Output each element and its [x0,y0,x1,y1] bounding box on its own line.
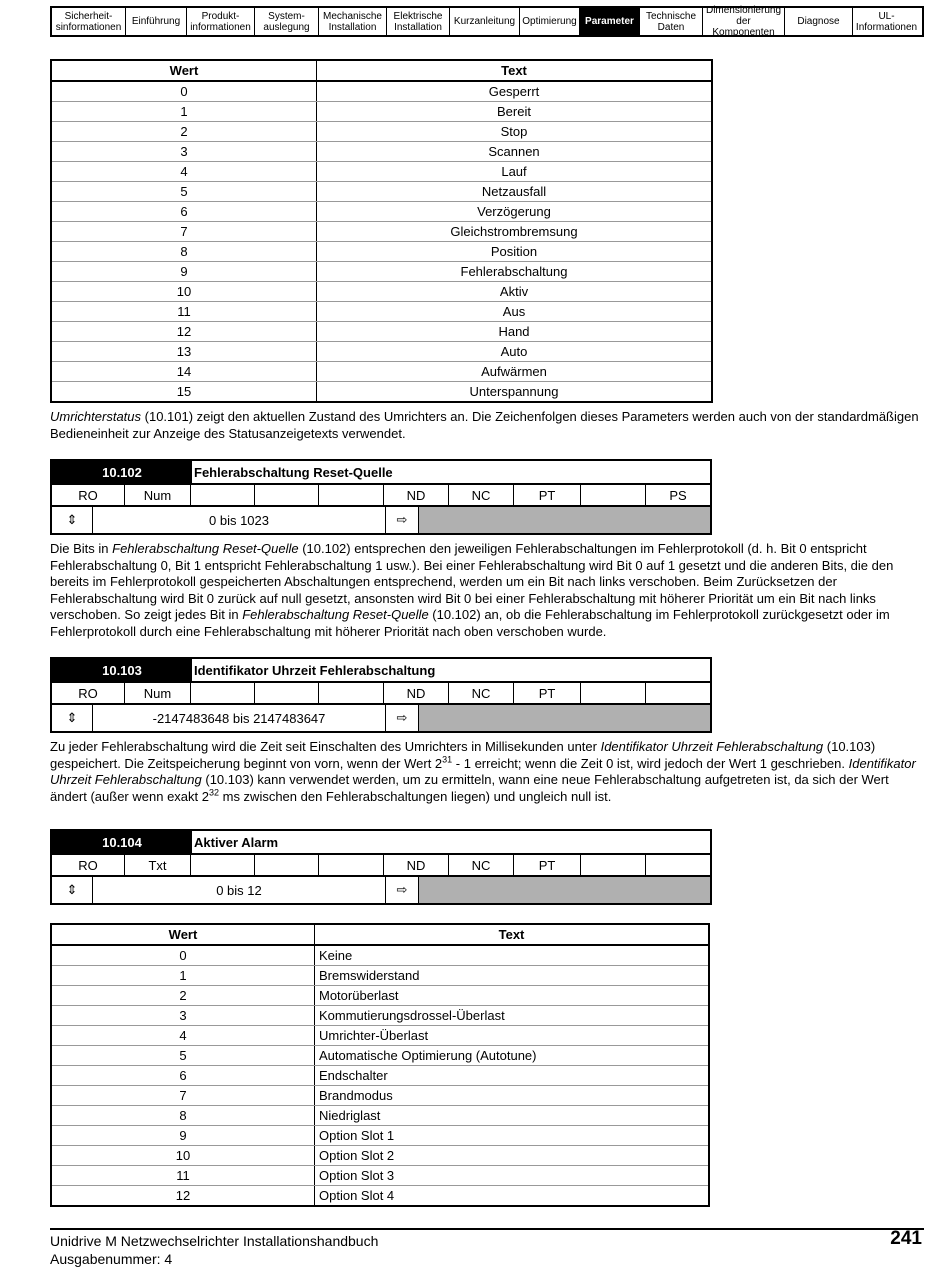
param-ref: Identifikator Uhrzeit Fehlerabschaltung [50,755,916,787]
chapter-navigation [50,6,924,37]
attribute-cell [646,855,710,875]
nav-tab-7[interactable]: Optimierung [520,8,580,35]
text-cell: Motorüberlast [315,986,710,1006]
value-cell: 15 [51,382,317,403]
parameter-block-10-102 [50,459,712,535]
text-cell: Netzausfall [317,182,713,202]
value-cell: 0 [51,945,315,966]
nav-tab-10[interactable]: Dimensionierung der Komponenten [703,8,785,35]
value-cell: 4 [51,162,317,182]
value-cell: 14 [51,362,317,382]
value-cell: 9 [51,1126,315,1146]
table-row [51,202,712,222]
text-cell: Position [317,242,713,262]
param-ref: Fehlerabschaltung Reset-Quelle [242,607,429,622]
footer-issue: Ausgabenummer: 4 [50,1251,173,1267]
attribute-cell [646,683,710,703]
text-cell: Option Slot 4 [315,1186,710,1207]
value-cell: 10 [51,1146,315,1166]
table-row [51,242,712,262]
text-cell: Brandmodus [315,1086,710,1106]
paragraph-reset-quelle [50,541,920,640]
table-row [51,1186,709,1207]
value-cell: 12 [51,1186,315,1207]
table-row [51,382,712,403]
value-cell: 6 [51,202,317,222]
column-header-text: Text [315,924,710,945]
table-row [51,1106,709,1126]
nav-tab-12[interactable]: UL- Informationen [855,10,918,33]
text-cell: Scannen [317,142,713,162]
parameter-range: 0 bis 12 [93,877,386,903]
bidirectional-icon: ⇕ [52,705,93,731]
attribute-cell: PS [669,487,687,503]
footer-title: Unidrive M Netzwechselrichter Installationshandbuch [50,1233,379,1249]
paragraph-text: - 1 erreicht; wenn die Zeit 0 ist, wird jedoch der Wert 1 geschrieben. [452,755,849,771]
value-cell: 1 [51,102,317,122]
text-cell: Niedriglast [315,1106,710,1126]
parameter-range: 0 bis 1023 [93,507,386,533]
text-cell: Lauf [317,162,713,182]
attribute-cell [255,855,319,875]
table-row [51,182,712,202]
value-cell: 4 [51,1026,315,1046]
table-row [51,1026,709,1046]
text-cell: Verzögerung [317,202,713,222]
value-cell: 6 [51,1066,315,1086]
default-value-cell [419,507,710,533]
attribute-cell: Txt [125,855,191,875]
value-cell: 2 [51,986,315,1006]
nav-tab-8[interactable]: Parameter [580,8,640,35]
text-cell: Option Slot 2 [315,1146,710,1166]
table-row [51,1066,709,1086]
attribute-cell [581,683,646,703]
value-cell: 5 [51,1046,315,1066]
nav-tab-3[interactable]: System- auslegung [255,8,319,35]
attribute-cell [255,485,319,505]
paragraph-uhrzeit [50,739,920,805]
text-cell: Stop [317,122,713,142]
parameter-attributes [52,683,710,705]
param-ref: Identifikator Uhrzeit Fehlerabschaltung [600,739,824,754]
column-header-wert: Wert [51,924,315,945]
text-cell: Auto [317,342,713,362]
value-cell: 9 [51,262,317,282]
nav-tab-9[interactable]: Technische Daten [640,8,703,35]
bidirectional-icon: ⇕ [52,507,93,533]
text-cell: Gleichstrombremsung [317,222,713,242]
value-cell: 8 [51,1106,315,1126]
table-row [51,302,712,322]
text-cell: Aufwärmen [317,362,713,382]
attribute-cell [255,683,319,703]
table-row [51,986,709,1006]
table-row [51,262,712,282]
attribute-cell: Num [125,683,191,703]
value-cell: 5 [51,182,317,202]
paragraph-text: (10.101) zeigt den aktuellen Zustand des Umrichters an. Die Zeichenfolgen dieses Parameters werden auch von der standardmäßigen Bedieneinheit zur Anzeige des Statusanzeigetexts verwendet. [50,409,919,441]
attribute-cell [191,855,255,875]
text-cell: Unterspannung [317,382,713,403]
attribute-cell [319,855,384,875]
attribute-cell [581,855,646,875]
table-row [51,81,712,102]
parameter-name: Fehlerabschaltung Reset-Quelle [194,464,393,480]
attribute-cell: ND [384,485,449,505]
text-cell: Bremswiderstand [315,966,710,986]
text-cell: Endschalter [315,1066,710,1086]
attribute-cell [319,485,384,505]
text-cell: Bereit [317,102,713,122]
exponent: 32 [208,787,219,798]
value-cell: 7 [51,222,317,242]
value-cell: 12 [51,322,317,342]
table-row [51,362,712,382]
value-cell: 1 [51,966,315,986]
text-cell: Option Slot 3 [315,1166,710,1186]
parameter-range: -2147483648 bis 2147483647 [93,705,386,731]
arrow-right-icon: ⇨ [386,705,419,731]
attribute-cell: NC [449,485,514,505]
attribute-cell: NC [449,683,514,703]
param-ref: Fehlerabschaltung Reset-Quelle [112,541,299,556]
attribute-cell: Num [125,485,191,505]
arrow-right-icon: ⇨ [386,507,419,533]
text-cell: Umrichter-Überlast [315,1026,710,1046]
attribute-cell: RO [52,855,125,875]
nav-tab-0[interactable]: Sicherheit- sinformationen [52,8,126,35]
paragraph-text: Zu jeder Fehlerabschaltung wird die Zeit seit Einschalten des Umrichters in Millisekunden unter [50,739,601,754]
text-cell: Keine [315,945,710,966]
nav-tab-11[interactable]: Diagnose [785,8,853,35]
value-cell: 2 [51,122,317,142]
value-cell: 7 [51,1086,315,1106]
nav-tab-2[interactable]: Produkt- informationen [187,8,255,35]
nav-tab-1[interactable]: Einführung [126,8,187,35]
table-row [51,945,709,966]
value-cell: 3 [51,1006,315,1026]
attribute-cell: PT [514,683,581,703]
table-row [51,1006,709,1026]
parameter-block-10-103 [50,657,712,733]
parameter-number: 10.104 [52,831,192,853]
attribute-cell [581,485,646,505]
value-cell: 8 [51,242,317,262]
table-row [51,322,712,342]
text-cell: Option Slot 1 [315,1126,710,1146]
paragraph-text: (10.102) entsprechen den jeweiligen Fehlerabschaltungen im Fehlerprotokoll (d. h. Bit 0 entspricht Fehlerabschaltung 0, Bit 1 entspricht Fehlerabschaltung 1 usw.). Bei einer Fehlerabschaltung wird Bit 0 auf 1 gesetzt und die anderen Bits, die den bereits im Fehlerprotokoll gespeicherten Abschaltungen entsprechend, werden um ein Bit nach links verschoben. Beim Zurücksetzen der Fehlerabschaltung wird Bit 0 zurück auf null gesetzt, ansonsten wird Bit 0 bei einer Fehlerabschaltung mit höherer Priorität um ein Bit nach links verschoben. So zeigt jedes Bit in [50,541,894,622]
nav-tab-4[interactable]: Mechanische Installation [319,8,387,35]
value-cell: 0 [51,81,317,102]
text-cell: Aus [317,302,713,322]
attribute-cell [319,683,384,703]
param-ref: Umrichterstatus [50,409,142,424]
table-row [51,1166,709,1186]
table-row [51,282,712,302]
parameter-attributes [52,485,710,507]
text-cell: Kommutierungsdrossel-Überlast [315,1006,710,1026]
page-number: 241 [890,1228,922,1249]
value-cell: 3 [51,142,317,162]
attribute-cell: RO [52,683,125,703]
attribute-cell [191,485,255,505]
table-row [51,102,712,122]
parameter-block-10-104 [50,829,712,905]
paragraph-text: (10.102) an, ob die Fehlerabschaltung im Fehlerprotokoll zurückgesetzt oder im Fehlerprotokoll durch eine Fehlerabschaltung mit höherer Priorität nach oben verschoben wurde. [50,607,890,639]
paragraph-text: (10.103) kann verwendet werden, um zu ermitteln, wann eine neue Fehlerabschaltung aufgetreten ist, da sich der Wert ändert (außer wenn exakt 2 [50,772,889,804]
parameter-number: 10.103 [52,659,192,681]
default-value-cell [419,705,710,731]
text-cell: Aktiv [317,282,713,302]
table-row [51,142,712,162]
attribute-cell: NC [449,855,514,875]
attribute-cell: ND [384,855,449,875]
value-cell: 11 [51,1166,315,1186]
table-row [51,1146,709,1166]
parameter-attributes [52,855,710,877]
bidirectional-icon: ⇕ [52,877,93,903]
table-row [51,966,709,986]
arrow-right-icon: ⇨ [386,877,419,903]
value-cell: 11 [51,302,317,322]
value-cell: 13 [51,342,317,362]
table-row [51,162,712,182]
parameter-number: 10.102 [52,461,192,483]
table-row [51,1086,709,1106]
attribute-cell: PT [514,855,581,875]
attribute-cell [191,683,255,703]
paragraph-umrichterstatus [50,409,920,442]
nav-tab-5[interactable]: Elektrische Installation [387,8,450,35]
paragraph-text: Die Bits in [50,541,113,556]
exponent: 31 [442,754,453,765]
alarm-value-table [50,923,710,1207]
parameter-name: Aktiver Alarm [194,834,279,850]
text-cell: Gesperrt [317,81,713,102]
text-cell: Automatische Optimierung (Autotune) [315,1046,710,1066]
attribute-cell: RO [52,485,125,505]
footer-divider [50,1228,924,1230]
table-row [51,122,712,142]
status-value-table [50,59,713,403]
table-row [51,222,712,242]
nav-tab-6[interactable]: Kurzanleitung [450,8,520,35]
table-row [51,1126,709,1146]
paragraph-text: (10.103) gespeichert. Die Zeitspeicherung beginnt von vorn, wenn der Wert 2 [50,739,876,771]
table-row [51,342,712,362]
text-cell: Fehlerabschaltung [317,262,713,282]
parameter-name: Identifikator Uhrzeit Fehlerabschaltung [194,662,436,678]
paragraph-text: ms zwischen den Fehlerabschaltungen liegen) und ungleich null ist. [219,788,612,804]
text-cell: Hand [317,322,713,342]
attribute-cell: ND [384,683,449,703]
default-value-cell [419,877,710,903]
column-header-wert: Wert [51,60,317,81]
attribute-cell: PT [514,485,581,505]
column-header-text: Text [317,60,713,81]
table-row [51,1046,709,1066]
value-cell: 10 [51,282,317,302]
